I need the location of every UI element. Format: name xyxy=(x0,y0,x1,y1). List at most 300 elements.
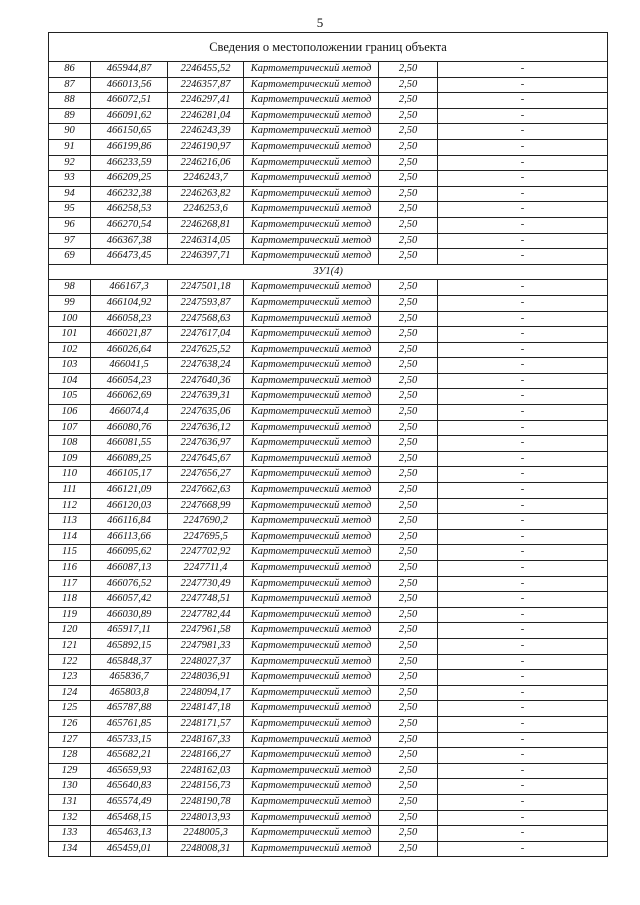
description-cell: - xyxy=(438,467,608,483)
group-row xyxy=(49,264,608,280)
x-coordinate-cell: 466062,69 xyxy=(91,389,168,405)
table-row xyxy=(49,342,608,358)
y-coordinate-cell: 2248036,91 xyxy=(168,670,244,686)
x-coordinate-cell: 466095,62 xyxy=(91,545,168,561)
method-cell: Картометрический метод xyxy=(244,139,379,155)
y-coordinate-cell: 2247690,2 xyxy=(168,514,244,530)
table-row xyxy=(49,483,608,499)
accuracy-cell: 2,50 xyxy=(379,342,438,358)
y-coordinate-cell: 2248094,17 xyxy=(168,685,244,701)
point-number-cell: 97 xyxy=(49,233,91,249)
point-number-cell: 92 xyxy=(49,155,91,171)
y-coordinate-cell: 2247636,97 xyxy=(168,436,244,452)
y-coordinate-cell: 2246268,81 xyxy=(168,217,244,233)
method-cell: Картометрический метод xyxy=(244,716,379,732)
table-row xyxy=(49,498,608,514)
method-cell: Картометрический метод xyxy=(244,545,379,561)
boundary-coordinates-table xyxy=(48,32,608,857)
accuracy-cell: 2,50 xyxy=(379,124,438,140)
x-coordinate-cell: 465733,15 xyxy=(91,732,168,748)
method-cell: Картометрический метод xyxy=(244,451,379,467)
point-number-cell: 69 xyxy=(49,249,91,265)
table-row xyxy=(49,670,608,686)
description-cell: - xyxy=(438,358,608,374)
table-title-row xyxy=(49,33,608,62)
accuracy-cell: 2,50 xyxy=(379,217,438,233)
point-number-cell: 90 xyxy=(49,124,91,140)
table-row xyxy=(49,155,608,171)
y-coordinate-cell: 2247593,87 xyxy=(168,295,244,311)
accuracy-cell: 2,50 xyxy=(379,186,438,202)
method-cell: Картометрический метод xyxy=(244,124,379,140)
method-cell: Картометрический метод xyxy=(244,233,379,249)
method-cell: Картометрический метод xyxy=(244,93,379,109)
table-row xyxy=(49,249,608,265)
table-row xyxy=(49,280,608,296)
table-title: Сведения о местоположении границ объекта xyxy=(49,33,608,62)
description-cell: - xyxy=(438,483,608,499)
point-number-cell: 109 xyxy=(49,451,91,467)
method-cell: Картометрический метод xyxy=(244,623,379,639)
y-coordinate-cell: 2247617,04 xyxy=(168,327,244,343)
point-number-cell: 127 xyxy=(49,732,91,748)
method-cell: Картометрический метод xyxy=(244,498,379,514)
point-number-cell: 118 xyxy=(49,592,91,608)
accuracy-cell: 2,50 xyxy=(379,561,438,577)
point-number-cell: 95 xyxy=(49,202,91,218)
description-cell: - xyxy=(438,514,608,530)
description-cell: - xyxy=(438,623,608,639)
point-number-cell: 121 xyxy=(49,638,91,654)
description-cell: - xyxy=(438,451,608,467)
accuracy-cell: 2,50 xyxy=(379,436,438,452)
x-coordinate-cell: 466116,84 xyxy=(91,514,168,530)
table-row xyxy=(49,592,608,608)
x-coordinate-cell: 466105,17 xyxy=(91,467,168,483)
x-coordinate-cell: 466058,23 xyxy=(91,311,168,327)
point-number-cell: 133 xyxy=(49,826,91,842)
method-cell: Картометрический метод xyxy=(244,701,379,717)
description-cell: - xyxy=(438,529,608,545)
y-coordinate-cell: 2248167,33 xyxy=(168,732,244,748)
x-coordinate-cell: 466087,13 xyxy=(91,561,168,577)
table-row xyxy=(49,748,608,764)
y-coordinate-cell: 2247748,51 xyxy=(168,592,244,608)
point-number-cell: 100 xyxy=(49,311,91,327)
table-row xyxy=(49,545,608,561)
table-row xyxy=(49,93,608,109)
accuracy-cell: 2,50 xyxy=(379,280,438,296)
y-coordinate-cell: 2246243,7 xyxy=(168,171,244,187)
y-coordinate-cell: 2248027,37 xyxy=(168,654,244,670)
method-cell: Картометрический метод xyxy=(244,202,379,218)
method-cell: Картометрический метод xyxy=(244,295,379,311)
description-cell: - xyxy=(438,108,608,124)
y-coordinate-cell: 2247640,36 xyxy=(168,373,244,389)
method-cell: Картометрический метод xyxy=(244,514,379,530)
y-coordinate-cell: 2247695,5 xyxy=(168,529,244,545)
y-coordinate-cell: 2246263,82 xyxy=(168,186,244,202)
x-coordinate-cell: 466270,54 xyxy=(91,217,168,233)
table-row xyxy=(49,467,608,483)
description-cell: - xyxy=(438,342,608,358)
point-number-cell: 96 xyxy=(49,217,91,233)
y-coordinate-cell: 2248166,27 xyxy=(168,748,244,764)
y-coordinate-cell: 2246281,04 xyxy=(168,108,244,124)
method-cell: Картометрический метод xyxy=(244,654,379,670)
method-cell: Картометрический метод xyxy=(244,841,379,857)
description-cell: - xyxy=(438,233,608,249)
description-cell: - xyxy=(438,561,608,577)
table-row xyxy=(49,139,608,155)
description-cell: - xyxy=(438,498,608,514)
accuracy-cell: 2,50 xyxy=(379,576,438,592)
description-cell: - xyxy=(438,249,608,265)
table-row xyxy=(49,373,608,389)
y-coordinate-cell: 2248008,31 xyxy=(168,841,244,857)
accuracy-cell: 2,50 xyxy=(379,358,438,374)
point-number-cell: 98 xyxy=(49,280,91,296)
accuracy-cell: 2,50 xyxy=(379,498,438,514)
y-coordinate-cell: 2246216,06 xyxy=(168,155,244,171)
y-coordinate-cell: 2247782,44 xyxy=(168,607,244,623)
accuracy-cell: 2,50 xyxy=(379,779,438,795)
table-row xyxy=(49,202,608,218)
x-coordinate-cell: 465892,15 xyxy=(91,638,168,654)
y-coordinate-cell: 2247981,33 xyxy=(168,638,244,654)
table-row xyxy=(49,124,608,140)
accuracy-cell: 2,50 xyxy=(379,171,438,187)
table-row xyxy=(49,623,608,639)
table-row xyxy=(49,77,608,93)
y-coordinate-cell: 2248162,03 xyxy=(168,763,244,779)
method-cell: Картометрический метод xyxy=(244,186,379,202)
table-row xyxy=(49,826,608,842)
point-number-cell: 114 xyxy=(49,529,91,545)
x-coordinate-cell: 466113,66 xyxy=(91,529,168,545)
method-cell: Картометрический метод xyxy=(244,763,379,779)
x-coordinate-cell: 466041,5 xyxy=(91,358,168,374)
description-cell: - xyxy=(438,155,608,171)
description-cell: - xyxy=(438,436,608,452)
point-number-cell: 119 xyxy=(49,607,91,623)
y-coordinate-cell: 2246314,05 xyxy=(168,233,244,249)
point-number-cell: 86 xyxy=(49,62,91,78)
point-number-cell: 132 xyxy=(49,810,91,826)
method-cell: Картометрический метод xyxy=(244,327,379,343)
accuracy-cell: 2,50 xyxy=(379,139,438,155)
accuracy-cell: 2,50 xyxy=(379,545,438,561)
method-cell: Картометрический метод xyxy=(244,748,379,764)
y-coordinate-cell: 2246253,6 xyxy=(168,202,244,218)
accuracy-cell: 2,50 xyxy=(379,748,438,764)
method-cell: Картометрический метод xyxy=(244,77,379,93)
method-cell: Картометрический метод xyxy=(244,561,379,577)
y-coordinate-cell: 2247636,12 xyxy=(168,420,244,436)
method-cell: Картометрический метод xyxy=(244,607,379,623)
description-cell: - xyxy=(438,794,608,810)
description-cell: - xyxy=(438,545,608,561)
description-cell: - xyxy=(438,77,608,93)
description-cell: - xyxy=(438,295,608,311)
y-coordinate-cell: 2246455,52 xyxy=(168,62,244,78)
method-cell: Картометрический метод xyxy=(244,592,379,608)
table-row xyxy=(49,794,608,810)
point-number-cell: 126 xyxy=(49,716,91,732)
description-cell: - xyxy=(438,701,608,717)
y-coordinate-cell: 2248005,3 xyxy=(168,826,244,842)
point-number-cell: 117 xyxy=(49,576,91,592)
method-cell: Картометрический метод xyxy=(244,342,379,358)
accuracy-cell: 2,50 xyxy=(379,685,438,701)
description-cell: - xyxy=(438,716,608,732)
method-cell: Картометрический метод xyxy=(244,576,379,592)
x-coordinate-cell: 465459,01 xyxy=(91,841,168,857)
x-coordinate-cell: 465574,49 xyxy=(91,794,168,810)
accuracy-cell: 2,50 xyxy=(379,794,438,810)
x-coordinate-cell: 466167,3 xyxy=(91,280,168,296)
x-coordinate-cell: 465761,85 xyxy=(91,716,168,732)
table-row xyxy=(49,841,608,857)
point-number-cell: 125 xyxy=(49,701,91,717)
method-cell: Картометрический метод xyxy=(244,171,379,187)
y-coordinate-cell: 2246397,71 xyxy=(168,249,244,265)
description-cell: - xyxy=(438,420,608,436)
accuracy-cell: 2,50 xyxy=(379,654,438,670)
point-number-cell: 111 xyxy=(49,483,91,499)
point-number-cell: 106 xyxy=(49,405,91,421)
table-row xyxy=(49,108,608,124)
accuracy-cell: 2,50 xyxy=(379,607,438,623)
method-cell: Картометрический метод xyxy=(244,155,379,171)
point-number-cell: 104 xyxy=(49,373,91,389)
point-number-cell: 122 xyxy=(49,654,91,670)
method-cell: Картометрический метод xyxy=(244,670,379,686)
accuracy-cell: 2,50 xyxy=(379,670,438,686)
point-number-cell: 129 xyxy=(49,763,91,779)
table-row xyxy=(49,389,608,405)
y-coordinate-cell: 2247730,49 xyxy=(168,576,244,592)
point-number-cell: 102 xyxy=(49,342,91,358)
description-cell: - xyxy=(438,810,608,826)
description-cell: - xyxy=(438,748,608,764)
table-row xyxy=(49,529,608,545)
table-row xyxy=(49,451,608,467)
x-coordinate-cell: 466072,51 xyxy=(91,93,168,109)
table-row xyxy=(49,358,608,374)
y-coordinate-cell: 2247668,99 xyxy=(168,498,244,514)
table-row xyxy=(49,311,608,327)
method-cell: Картометрический метод xyxy=(244,794,379,810)
page-number: 5 xyxy=(316,15,324,30)
x-coordinate-cell: 466121,09 xyxy=(91,483,168,499)
method-cell: Картометрический метод xyxy=(244,389,379,405)
table-row xyxy=(49,233,608,249)
point-number-cell: 128 xyxy=(49,748,91,764)
description-cell: - xyxy=(438,592,608,608)
point-number-cell: 107 xyxy=(49,420,91,436)
method-cell: Картометрический метод xyxy=(244,373,379,389)
x-coordinate-cell: 466030,89 xyxy=(91,607,168,623)
y-coordinate-cell: 2247656,27 xyxy=(168,467,244,483)
description-cell: - xyxy=(438,373,608,389)
point-number-cell: 110 xyxy=(49,467,91,483)
table-row xyxy=(49,171,608,187)
description-cell: - xyxy=(438,670,608,686)
table-row xyxy=(49,638,608,654)
x-coordinate-cell: 465659,93 xyxy=(91,763,168,779)
y-coordinate-cell: 2247639,31 xyxy=(168,389,244,405)
description-cell: - xyxy=(438,186,608,202)
description-cell: - xyxy=(438,732,608,748)
description-cell: - xyxy=(438,576,608,592)
y-coordinate-cell: 2248156,73 xyxy=(168,779,244,795)
point-number-cell: 112 xyxy=(49,498,91,514)
x-coordinate-cell: 466120,03 xyxy=(91,498,168,514)
table-row xyxy=(49,810,608,826)
description-cell: - xyxy=(438,280,608,296)
method-cell: Картометрический метод xyxy=(244,810,379,826)
table-row xyxy=(49,732,608,748)
description-cell: - xyxy=(438,202,608,218)
point-number-cell: 105 xyxy=(49,389,91,405)
x-coordinate-cell: 466233,59 xyxy=(91,155,168,171)
accuracy-cell: 2,50 xyxy=(379,327,438,343)
x-coordinate-cell: 466209,25 xyxy=(91,171,168,187)
x-coordinate-cell: 466076,52 xyxy=(91,576,168,592)
method-cell: Картометрический метод xyxy=(244,467,379,483)
x-coordinate-cell: 466081,55 xyxy=(91,436,168,452)
point-number-cell: 116 xyxy=(49,561,91,577)
accuracy-cell: 2,50 xyxy=(379,701,438,717)
accuracy-cell: 2,50 xyxy=(379,732,438,748)
y-coordinate-cell: 2247662,63 xyxy=(168,483,244,499)
description-cell: - xyxy=(438,171,608,187)
accuracy-cell: 2,50 xyxy=(379,451,438,467)
accuracy-cell: 2,50 xyxy=(379,514,438,530)
table-row xyxy=(49,217,608,233)
x-coordinate-cell: 466074,4 xyxy=(91,405,168,421)
accuracy-cell: 2,50 xyxy=(379,529,438,545)
y-coordinate-cell: 2246190,97 xyxy=(168,139,244,155)
accuracy-cell: 2,50 xyxy=(379,295,438,311)
point-number-cell: 134 xyxy=(49,841,91,857)
point-number-cell: 115 xyxy=(49,545,91,561)
x-coordinate-cell: 466104,92 xyxy=(91,295,168,311)
x-coordinate-cell: 465944,87 xyxy=(91,62,168,78)
point-number-cell: 88 xyxy=(49,93,91,109)
point-number-cell: 93 xyxy=(49,171,91,187)
description-cell: - xyxy=(438,405,608,421)
description-cell: - xyxy=(438,607,608,623)
y-coordinate-cell: 2247711,4 xyxy=(168,561,244,577)
description-cell: - xyxy=(438,389,608,405)
x-coordinate-cell: 466091,62 xyxy=(91,108,168,124)
accuracy-cell: 2,50 xyxy=(379,62,438,78)
method-cell: Картометрический метод xyxy=(244,779,379,795)
y-coordinate-cell: 2247635,06 xyxy=(168,405,244,421)
table-row xyxy=(49,327,608,343)
description-cell: - xyxy=(438,327,608,343)
x-coordinate-cell: 465848,37 xyxy=(91,654,168,670)
accuracy-cell: 2,50 xyxy=(379,810,438,826)
description-cell: - xyxy=(438,638,608,654)
point-number-cell: 103 xyxy=(49,358,91,374)
accuracy-cell: 2,50 xyxy=(379,155,438,171)
point-number-cell: 101 xyxy=(49,327,91,343)
x-coordinate-cell: 465917,11 xyxy=(91,623,168,639)
accuracy-cell: 2,50 xyxy=(379,311,438,327)
accuracy-cell: 2,50 xyxy=(379,592,438,608)
method-cell: Картометрический метод xyxy=(244,638,379,654)
table-row xyxy=(49,607,608,623)
table-row xyxy=(49,405,608,421)
x-coordinate-cell: 466080,76 xyxy=(91,420,168,436)
y-coordinate-cell: 2247645,67 xyxy=(168,451,244,467)
table-row xyxy=(49,561,608,577)
table-row xyxy=(49,62,608,78)
accuracy-cell: 2,50 xyxy=(379,841,438,857)
method-cell: Картометрический метод xyxy=(244,529,379,545)
x-coordinate-cell: 465787,88 xyxy=(91,701,168,717)
point-number-cell: 113 xyxy=(49,514,91,530)
table-row xyxy=(49,436,608,452)
x-coordinate-cell: 466367,38 xyxy=(91,233,168,249)
description-cell: - xyxy=(438,826,608,842)
point-number-cell: 131 xyxy=(49,794,91,810)
description-cell: - xyxy=(438,779,608,795)
method-cell: Картометрический метод xyxy=(244,685,379,701)
point-number-cell: 91 xyxy=(49,139,91,155)
y-coordinate-cell: 2248147,18 xyxy=(168,701,244,717)
method-cell: Картометрический метод xyxy=(244,280,379,296)
point-number-cell: 94 xyxy=(49,186,91,202)
x-coordinate-cell: 466473,45 xyxy=(91,249,168,265)
accuracy-cell: 2,50 xyxy=(379,77,438,93)
point-number-cell: 120 xyxy=(49,623,91,639)
x-coordinate-cell: 466054,23 xyxy=(91,373,168,389)
accuracy-cell: 2,50 xyxy=(379,763,438,779)
y-coordinate-cell: 2246243,39 xyxy=(168,124,244,140)
table-row xyxy=(49,576,608,592)
x-coordinate-cell: 466026,64 xyxy=(91,342,168,358)
x-coordinate-cell: 466232,38 xyxy=(91,186,168,202)
x-coordinate-cell: 466089,25 xyxy=(91,451,168,467)
description-cell: - xyxy=(438,763,608,779)
method-cell: Картометрический метод xyxy=(244,483,379,499)
group-label: ЗУ1(4) xyxy=(49,264,608,280)
accuracy-cell: 2,50 xyxy=(379,202,438,218)
description-cell: - xyxy=(438,62,608,78)
description-cell: - xyxy=(438,93,608,109)
table-row xyxy=(49,763,608,779)
description-cell: - xyxy=(438,685,608,701)
accuracy-cell: 2,50 xyxy=(379,638,438,654)
point-number-cell: 108 xyxy=(49,436,91,452)
y-coordinate-cell: 2247702,92 xyxy=(168,545,244,561)
point-number-cell: 87 xyxy=(49,77,91,93)
accuracy-cell: 2,50 xyxy=(379,249,438,265)
x-coordinate-cell: 465640,83 xyxy=(91,779,168,795)
accuracy-cell: 2,50 xyxy=(379,233,438,249)
point-number-cell: 123 xyxy=(49,670,91,686)
boundary-coordinates-sheet xyxy=(48,32,607,857)
table-row xyxy=(49,716,608,732)
point-number-cell: 89 xyxy=(49,108,91,124)
method-cell: Картометрический метод xyxy=(244,358,379,374)
y-coordinate-cell: 2247625,52 xyxy=(168,342,244,358)
method-cell: Картометрический метод xyxy=(244,405,379,421)
